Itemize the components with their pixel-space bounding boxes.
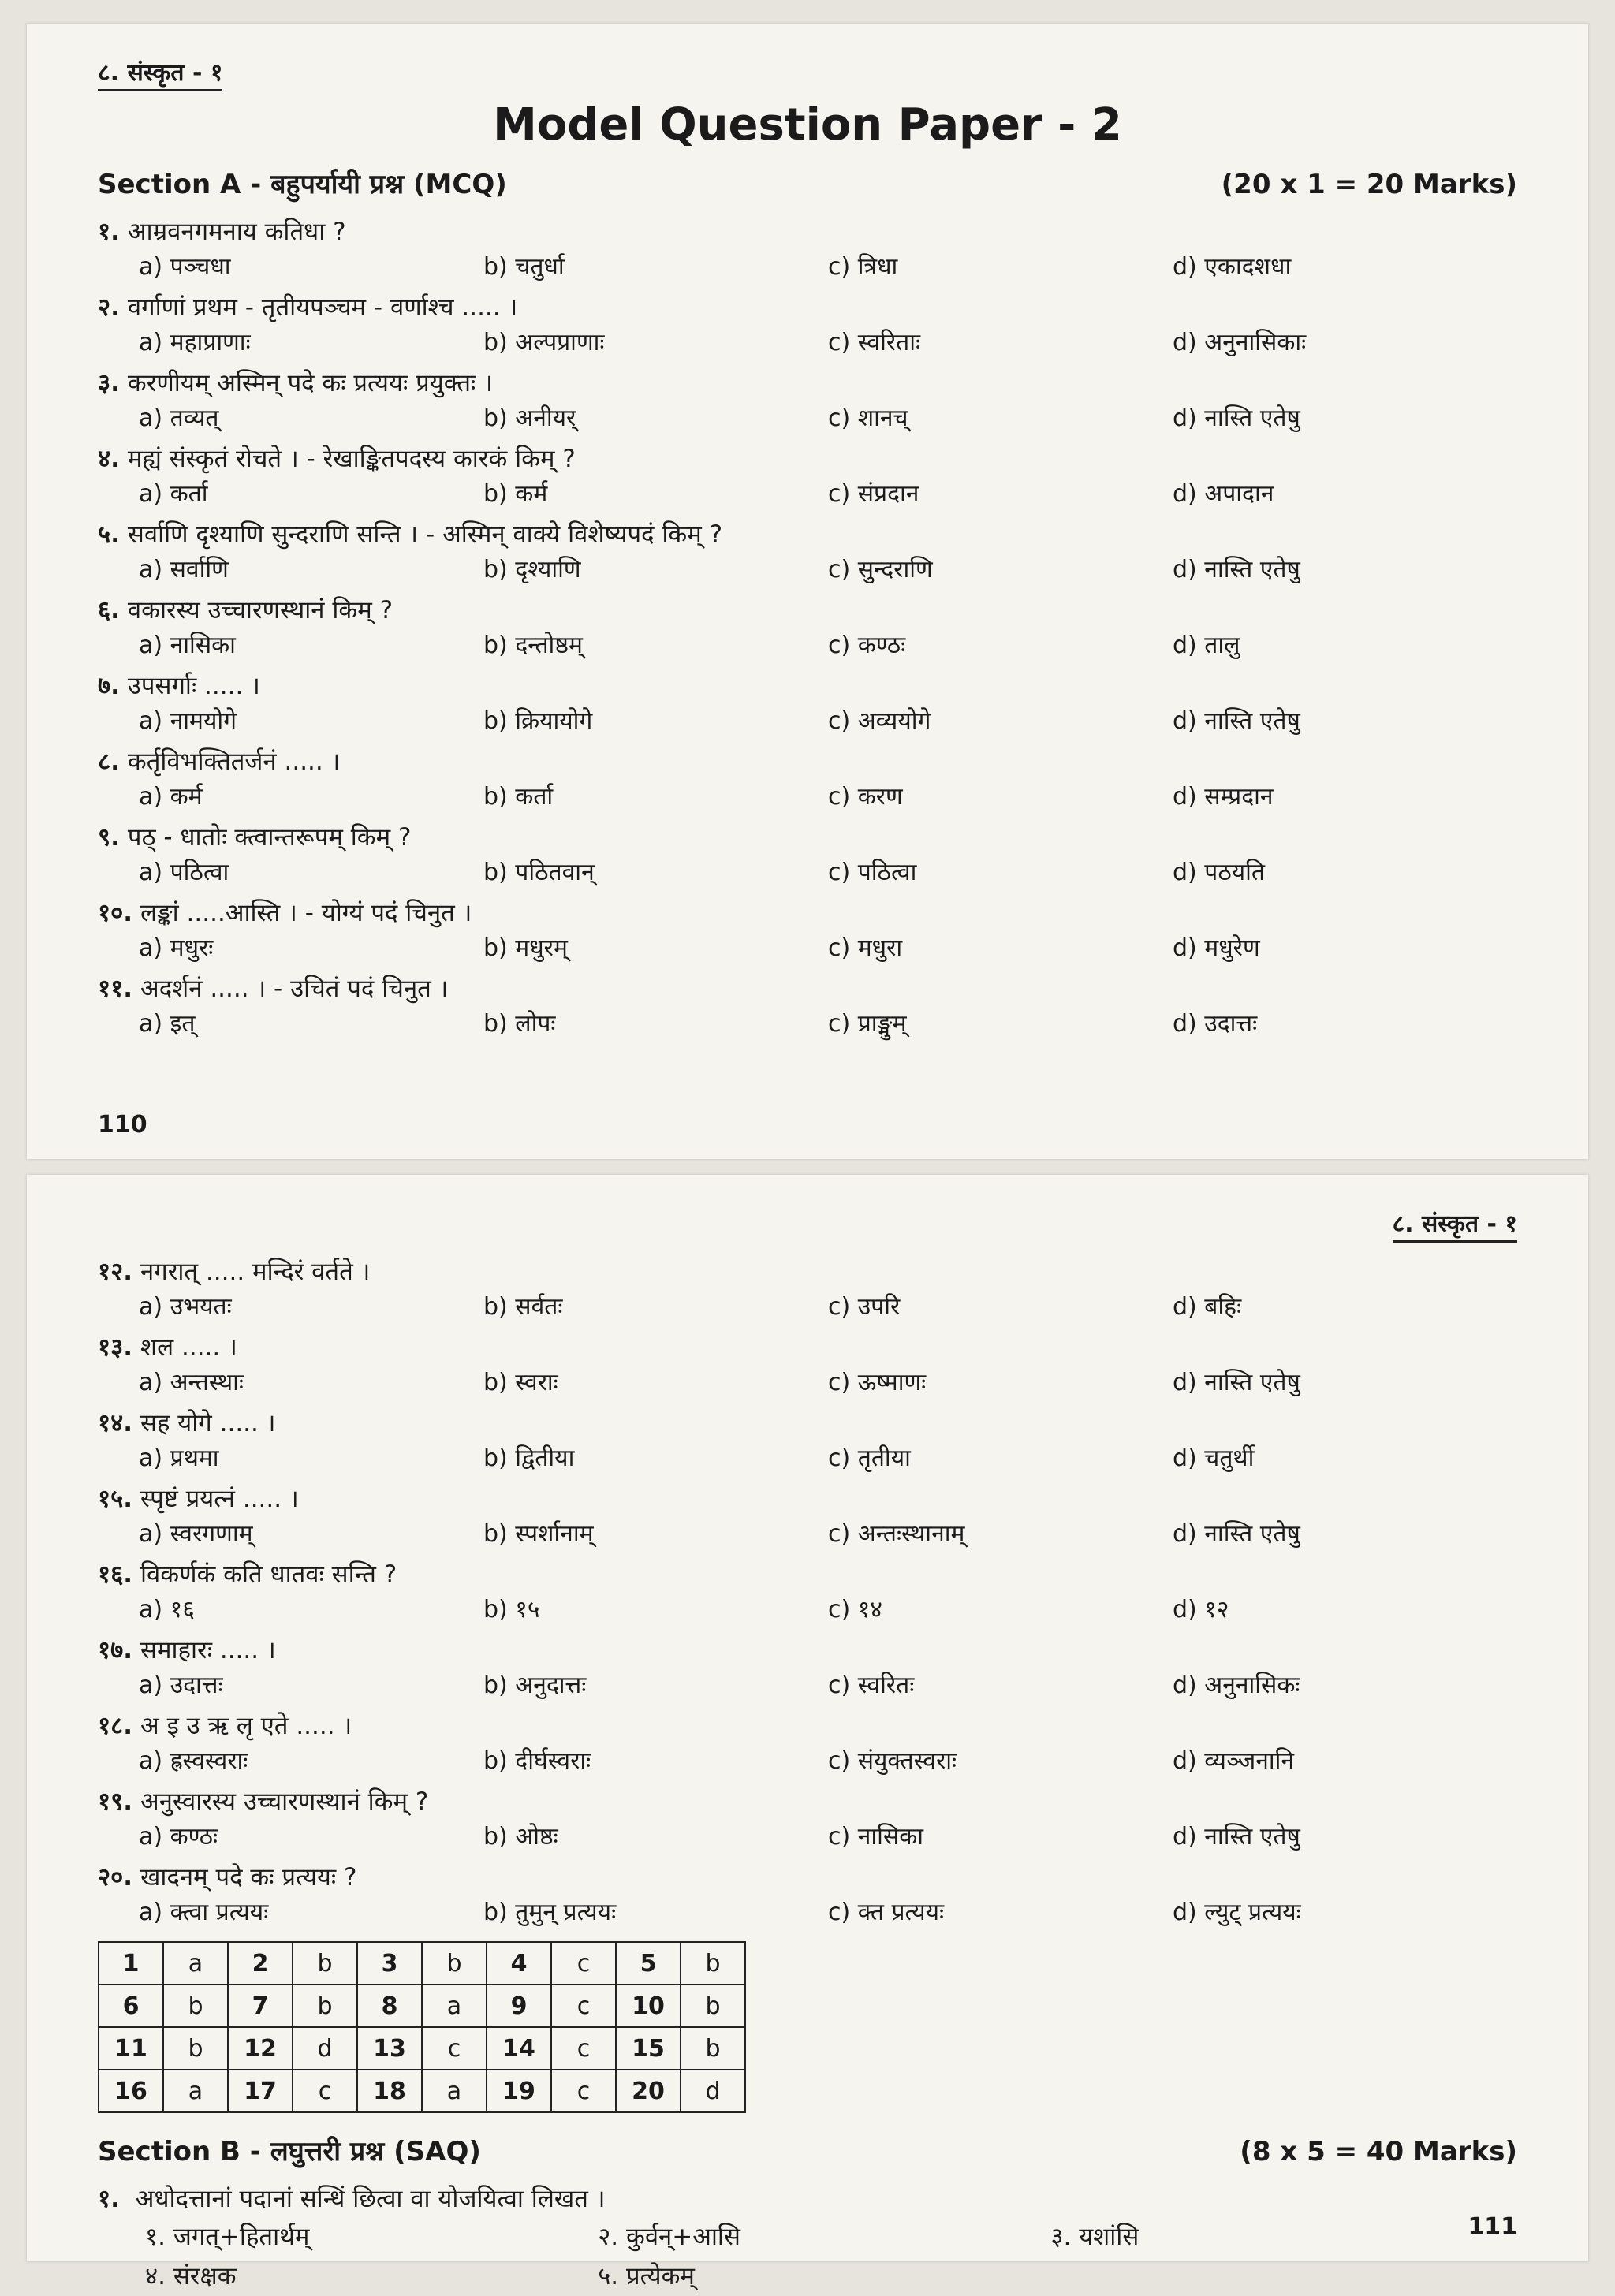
answer-option: d) एकादशधा: [1173, 253, 1292, 281]
option-row: [98, 780, 1517, 814]
answer-option: c) पठित्वा: [828, 859, 917, 886]
question-stem: [98, 744, 1517, 780]
answer-key-letter: d: [293, 2027, 357, 2070]
section-b-header: [98, 2132, 1517, 2168]
answer-key-number: 7: [228, 1985, 293, 2027]
answer-key-letter: b: [163, 1985, 228, 2027]
answer-option: c) शानच्: [828, 404, 908, 432]
answer-option: c) प्राङ्मुम्: [828, 1010, 907, 1038]
mcq-question: [98, 441, 1517, 512]
question-stem: [98, 592, 1517, 628]
question-stem: [98, 1556, 1517, 1593]
answer-option: a) ह्रस्वस्वराः: [139, 1747, 248, 1775]
option-row: [98, 1007, 1517, 1042]
answer-key-number: 10: [616, 1985, 681, 2027]
answer-option: a) उदात्तः: [139, 1672, 223, 1699]
mcq-question: [98, 819, 1517, 890]
question-stem: [98, 516, 1517, 553]
answer-key-row: [99, 1942, 745, 1985]
mcq-question: [98, 1708, 1517, 1779]
running-head: ८. संस्कृत - १: [1393, 1206, 1517, 1243]
question-stem: [98, 1405, 1517, 1441]
question-number: १५.: [98, 1485, 133, 1513]
answer-option: b) मधुरम्: [483, 934, 568, 962]
answer-option: a) नामयोगे: [139, 707, 237, 735]
saq-item: ३. यशांसि: [1050, 2223, 1139, 2251]
mcq-question: [98, 214, 1517, 285]
page-110: [27, 24, 1588, 1159]
answer-option: b) सर्वतः: [483, 1293, 563, 1321]
question-text: लङ्कां .....आस्ति । - योग्यं पदं चिनुत ।: [140, 899, 472, 927]
question-number: १३.: [98, 1333, 133, 1362]
section-b-marks: (8 x 5 = 40 Marks): [1240, 2136, 1517, 2167]
mcq-question: [98, 971, 1517, 1042]
answer-key-number: 4: [487, 1942, 551, 1985]
answer-option: c) ऊष्माणः: [828, 1369, 927, 1396]
answer-key-letter: c: [293, 2070, 357, 2112]
answer-option: c) अव्ययोगे: [828, 707, 931, 735]
answer-option: d) ल्युट् प्रत्ययः: [1173, 1899, 1301, 1926]
answer-option: d) सम्प्रदान: [1173, 783, 1274, 811]
answer-option: d) नास्ति एतेषु: [1173, 1520, 1300, 1548]
question-text: वकारस्य उच्चारणस्थानं किम् ?: [127, 596, 393, 624]
option-row: [98, 628, 1517, 663]
question-number: १.: [98, 218, 120, 246]
mcq-question: [98, 1784, 1517, 1854]
mcq-question: [98, 1329, 1517, 1400]
mcq-question: [98, 1632, 1517, 1703]
option-row: [98, 401, 1517, 436]
answer-key-number: 16: [99, 2070, 163, 2112]
answer-option: d) नास्ति एतेषु: [1173, 707, 1300, 735]
question-number: ८.: [98, 747, 120, 776]
question-stem: [98, 441, 1517, 477]
answer-option: d) तालु: [1173, 632, 1240, 659]
question-number: १.: [98, 2185, 120, 2213]
answer-option: b) दृश्याणि: [483, 556, 581, 583]
answer-key-number: 11: [99, 2027, 163, 2070]
answer-option: c) स्वरितः: [828, 1672, 915, 1699]
answer-option: c) कण्ठः: [828, 632, 906, 659]
answer-option: a) महाप्राणाः: [139, 329, 251, 356]
question-number: ६.: [98, 596, 120, 624]
option-row: [98, 1290, 1517, 1325]
answer-option: d) बहिः: [1173, 1293, 1242, 1321]
question-text: मह्यं संस्कृतं रोचते । - रेखाङ्कितपदस्य कारकं किम् ?: [127, 445, 576, 473]
question-stem: [98, 971, 1517, 1007]
page-111: [27, 1175, 1588, 2290]
answer-option: d) नास्ति एतेषु: [1173, 1823, 1300, 1851]
section-a-marks: (20 x 1 = 20 Marks): [1221, 169, 1517, 200]
option-row: [98, 855, 1517, 890]
question-number: १४.: [98, 1409, 133, 1437]
answer-key-letter: a: [163, 1942, 228, 1985]
mcq-question: [98, 365, 1517, 436]
option-row: [98, 1593, 1517, 1627]
question-number: १९.: [98, 1787, 133, 1816]
answer-key-letter: a: [422, 1985, 487, 2027]
answer-key-number: 2: [228, 1942, 293, 1985]
answer-option: b) दीर्घस्वराः: [483, 1747, 591, 1775]
question-number: १६.: [98, 1560, 133, 1589]
answer-option: d) व्यञ्जनानि: [1173, 1747, 1295, 1775]
answer-option: b) अल्पप्राणाः: [483, 329, 605, 356]
answer-key-number: 15: [616, 2027, 681, 2070]
mcq-question: [98, 1859, 1517, 1930]
question-list: [98, 214, 1517, 1042]
mcq-question: [98, 516, 1517, 587]
question-number: ११.: [98, 975, 133, 1003]
question-number: ४.: [98, 445, 120, 473]
answer-option: d) पठयति: [1173, 859, 1266, 886]
answer-option: c) मधुरा: [828, 934, 903, 962]
answer-option: c) उपरि: [828, 1293, 901, 1321]
question-text: समाहारः ..... ।: [140, 1636, 276, 1664]
option-row: [98, 1668, 1517, 1703]
saq-items: [98, 2217, 1517, 2296]
answer-option: c) संयुक्तस्वराः: [828, 1747, 957, 1775]
question-stem: [98, 365, 1517, 401]
answer-key-letter: c: [551, 2070, 616, 2112]
mcq-question: [98, 1481, 1517, 1552]
answer-key-letter: d: [681, 2070, 745, 2112]
question-text: उपसर्गाः ..... ।: [127, 672, 260, 700]
option-row: [98, 1517, 1517, 1552]
mcq-question: [98, 1254, 1517, 1325]
option-row: [98, 326, 1517, 360]
question-text: सर्वाणि दृश्याणि सुन्दराणि सन्ति । - अस्मिन् वाक्ये विशेष्यपदं किम् ?: [127, 520, 723, 549]
answer-option: d) मधुरेण: [1173, 934, 1260, 962]
answer-option: a) प्रथमा: [139, 1444, 219, 1472]
saq-item: ४. संरक्षक: [145, 2262, 237, 2290]
mcq-question: [98, 744, 1517, 814]
option-row: [98, 1441, 1517, 1476]
answer-key-number: 3: [357, 1942, 422, 1985]
answer-key-number: 19: [487, 2070, 551, 2112]
answer-option: d) १२: [1173, 1596, 1229, 1623]
answer-key-number: 5: [616, 1942, 681, 1985]
answer-option: a) कर्ता: [139, 480, 208, 508]
answer-key-letter: b: [163, 2027, 228, 2070]
question-text: करणीयम् अस्मिन् पदे कः प्रत्ययः प्रयुक्तः ।: [127, 369, 493, 397]
answer-option: c) स्वरिताः: [828, 329, 921, 356]
answer-option: d) उदात्तः: [1173, 1010, 1258, 1038]
answer-option: b) स्वराः: [483, 1369, 558, 1396]
question-text: शल ..... ।: [140, 1333, 237, 1362]
answer-key-number: 12: [228, 2027, 293, 2070]
answer-option: a) इत्: [139, 1010, 196, 1038]
answer-key-letter: b: [293, 1942, 357, 1985]
mcq-question: [98, 895, 1517, 966]
answer-option: a) सर्वाणि: [139, 556, 229, 583]
answer-key-number: 14: [487, 2027, 551, 2070]
question-stem: [98, 668, 1517, 704]
answer-option: a) स्वरगणाम्: [139, 1520, 253, 1548]
question-text: वर्गाणां प्रथम - तृतीयपञ्चम - वर्णाश्च ..... ।: [127, 293, 518, 322]
question-stem: [98, 1784, 1517, 1820]
answer-key-number: 20: [616, 2070, 681, 2112]
running-head: ८. संस्कृत - १: [98, 55, 222, 91]
answer-option: a) नासिका: [139, 632, 236, 659]
question-text: अदर्शनं ..... । - उचितं पदं चिनुत ।: [140, 975, 449, 1003]
option-row: [98, 1895, 1517, 1930]
answer-key-number: 17: [228, 2070, 293, 2112]
answer-option: b) स्पर्शानाम्: [483, 1520, 594, 1548]
question-number: १२.: [98, 1258, 133, 1286]
answer-option: a) मधुरः: [139, 934, 214, 962]
answer-option: a) कण्ठः: [139, 1823, 218, 1851]
answer-option: c) सुन्दराणि: [828, 556, 933, 583]
answer-key-letter: b: [293, 1985, 357, 2027]
answer-key-letter: c: [551, 1942, 616, 1985]
answer-key-number: 9: [487, 1985, 551, 2027]
answer-option: c) करण: [828, 783, 903, 811]
question-text: खादनम् पदे कः प्रत्ययः ?: [140, 1863, 357, 1892]
answer-key-letter: b: [681, 1985, 745, 2027]
answer-option: b) तुमुन् प्रत्ययः: [483, 1899, 617, 1926]
answer-option: d) नास्ति एतेषु: [1173, 556, 1300, 583]
mcq-question: [98, 668, 1517, 739]
answer-key-number: 1: [99, 1942, 163, 1985]
answer-option: b) द्वितीया: [483, 1444, 575, 1472]
answer-option: d) अनुनासिकः: [1173, 1672, 1300, 1699]
question-stem: [98, 1859, 1517, 1895]
question-number: ९.: [98, 823, 120, 852]
answer-key-letter: a: [422, 2070, 487, 2112]
answer-option: d) नास्ति एतेषु: [1173, 404, 1300, 432]
answer-key-letter: b: [681, 1942, 745, 1985]
answer-option: d) चतुर्थी: [1173, 1444, 1255, 1472]
answer-option: c) अन्तःस्थानाम्: [828, 1520, 965, 1548]
question-text: विकर्णकं कति धातवः सन्ति ?: [140, 1560, 397, 1589]
question-stem: [98, 895, 1517, 931]
answer-option: a) तव्यत्: [139, 404, 219, 432]
question-text: आम्रवनगमनाय कतिधा ?: [127, 218, 346, 246]
mcq-question: [98, 289, 1517, 360]
answer-option: b) चतुर्धा: [483, 253, 565, 281]
answer-option: c) त्रिधा: [828, 253, 898, 281]
answer-option: a) क्त्वा प्रत्ययः: [139, 1899, 269, 1926]
answer-option: c) क्त प्रत्ययः: [828, 1899, 945, 1926]
mcq-question: [98, 592, 1517, 663]
option-row: [98, 1366, 1517, 1400]
paper-title: Model Question Paper - 2: [493, 99, 1122, 151]
answer-option: b) अनुदात्तः: [483, 1672, 587, 1699]
question-text: पठ् - धातोः क्त्वान्तरूपम् किम् ?: [127, 823, 412, 852]
question-text: स्पृष्टं प्रयत्नं ..... ।: [140, 1485, 299, 1513]
answer-option: b) कर्ता: [483, 783, 554, 811]
answer-key-number: 18: [357, 2070, 422, 2112]
question-stem: [98, 1481, 1517, 1517]
answer-option: a) पठित्वा: [139, 859, 229, 886]
question-stem: [98, 1329, 1517, 1366]
saq-item: ५. प्रत्येकम्: [598, 2262, 695, 2290]
option-row: [98, 1744, 1517, 1779]
question-stem: [98, 1632, 1517, 1668]
answer-key-row: [99, 2070, 745, 2112]
question-text: अनुस्वारस्य उच्चारणस्थानं किम् ?: [140, 1787, 429, 1816]
answer-key-letter: b: [681, 2027, 745, 2070]
mcq-question: [98, 1405, 1517, 1476]
answer-key-table: [98, 1941, 746, 2113]
answer-option: c) १४: [828, 1596, 882, 1623]
answer-key-row: [99, 2027, 745, 2070]
answer-option: a) उभयतः: [139, 1293, 232, 1321]
answer-key-letter: a: [163, 2070, 228, 2112]
answer-option: c) संप्रदान: [828, 480, 919, 508]
question-number: २०.: [98, 1863, 133, 1892]
question-stem: [98, 1254, 1517, 1290]
answer-option: a) कर्म: [139, 783, 203, 811]
question-list: [98, 1254, 1517, 1930]
answer-option: b) ओष्ठः: [483, 1823, 558, 1851]
answer-key-number: 13: [357, 2027, 422, 2070]
option-row: [98, 704, 1517, 739]
answer-option: b) अनीयर्: [483, 404, 576, 432]
question-text: कर्तृविभक्तितर्जनं ..... ।: [127, 747, 341, 776]
question-number: ३.: [98, 369, 120, 397]
question-number: २.: [98, 293, 120, 322]
answer-key-number: 8: [357, 1985, 422, 2027]
answer-key-letter: c: [422, 2027, 487, 2070]
question-text: सह योगे ..... ।: [140, 1409, 276, 1437]
question-stem: [98, 289, 1517, 326]
option-row: [98, 1820, 1517, 1854]
option-row: [98, 553, 1517, 587]
saq-question: [98, 2181, 1517, 2217]
answer-key-row: [99, 1985, 745, 2027]
question-stem: [98, 819, 1517, 855]
answer-option: b) क्रियायोगे: [483, 707, 593, 735]
question-number: १८.: [98, 1712, 133, 1740]
answer-option: b) पठितवान्: [483, 859, 595, 886]
section-a-header: [98, 165, 1517, 201]
page-number: 110: [98, 1111, 147, 1139]
option-row: [98, 477, 1517, 512]
answer-option: d) अनुनासिकाः: [1173, 329, 1307, 356]
section-a-label: Section A - बहुपर्यायी प्रश्न (MCQ): [98, 169, 507, 200]
saq-item: २. कुर्वन्+आसि: [598, 2223, 740, 2251]
answer-option: c) नासिका: [828, 1823, 924, 1851]
answer-option: d) अपादान: [1173, 480, 1274, 508]
section-b-label: Section B - लघुत्तरी प्रश्न (SAQ): [98, 2136, 481, 2167]
option-row: [98, 931, 1517, 966]
option-row: [98, 250, 1517, 285]
answer-key-letter: c: [551, 1985, 616, 2027]
answer-option: c) तृतीया: [828, 1444, 911, 1472]
answer-option: a) १६: [139, 1596, 195, 1623]
answer-option: d) नास्ति एतेषु: [1173, 1369, 1300, 1396]
answer-option: a) पञ्चधा: [139, 253, 231, 281]
question-number: १७.: [98, 1636, 133, 1664]
answer-key-number: 6: [99, 1985, 163, 2027]
answer-option: a) अन्तस्थाः: [139, 1369, 244, 1396]
question-text: नगरात् ..... मन्दिरं वर्तते ।: [140, 1258, 371, 1286]
question-stem: [98, 214, 1517, 250]
saq-item: १. जगत्+हितार्थम्: [145, 2223, 310, 2251]
question-text: अ इ उ ऋ लृ एते ..... ।: [140, 1712, 352, 1740]
mcq-question: [98, 1556, 1517, 1627]
answer-option: b) कर्म: [483, 480, 548, 508]
answer-option: b) लोपः: [483, 1010, 556, 1038]
question-number: १०.: [98, 899, 133, 927]
page-number: 111: [1468, 2213, 1517, 2241]
answer-key-letter: b: [422, 1942, 487, 1985]
question-number: ५.: [98, 520, 120, 549]
question-text: अधोदत्तानां पदानां सन्धिं छित्वा वा योजयित्वा लिखत ।: [135, 2185, 606, 2213]
question-number: ७.: [98, 672, 120, 700]
answer-key-letter: c: [551, 2027, 616, 2070]
answer-option: b) १५: [483, 1596, 540, 1623]
question-stem: [98, 1708, 1517, 1744]
answer-option: b) दन्तोष्ठम्: [483, 632, 583, 659]
